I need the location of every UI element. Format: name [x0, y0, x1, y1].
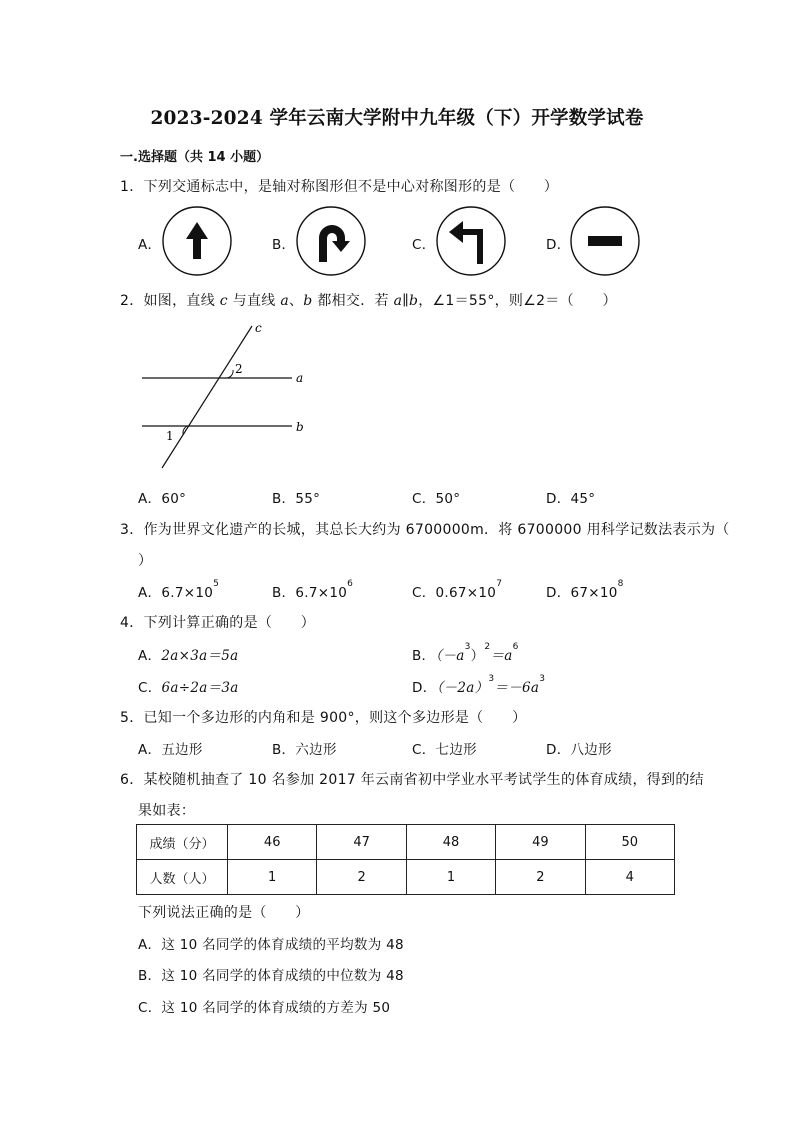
q3-stem-line1: 3．作为世界文化遗产的长城，其总长大约为 6700000m．将 6700000 用科学记数法表示为（ [120, 522, 730, 538]
table-cell: 2 [317, 860, 406, 895]
q4-stem: 4．下列计算正确的是（ ） [120, 615, 316, 631]
table-cell: 50 [585, 825, 674, 860]
label-b: b [296, 420, 304, 434]
q4-option-a[interactable]: A．2a×3a＝5a [138, 648, 239, 664]
q2-option-a[interactable]: A．60° [138, 491, 187, 507]
angle-2-arc [226, 370, 233, 378]
q3-stem-line2: ） [138, 553, 153, 569]
q3-option-a[interactable]: A．$6.7\times 10^5$ [138, 579, 220, 601]
u-turn-icon[interactable] [296, 206, 366, 276]
table-cell: 1 [406, 860, 495, 895]
section-heading: 一.选择题（共 14 小题） [120, 150, 270, 165]
line-c [162, 326, 252, 468]
table-cell: 49 [496, 825, 585, 860]
q3-option-b[interactable]: B．$6.7\times 10^6$ [272, 579, 354, 601]
turn-left-icon[interactable] [436, 206, 506, 276]
q6-stem-line2: 果如表： [138, 803, 196, 819]
q1-option-c-label: C． [412, 237, 436, 253]
score-table [136, 824, 675, 895]
table-cell: 1 [228, 860, 317, 895]
q5-option-b[interactable]: B．六边形 [272, 742, 337, 758]
label-angle-2: 2 [235, 362, 243, 376]
label-a: a [296, 371, 304, 385]
q3-option-d[interactable]: D．$67\times 10^8$ [546, 579, 624, 601]
q4-option-c[interactable]: C．6a÷2a＝3a [138, 680, 239, 696]
q3-option-c[interactable]: C．$0.67\times 10^7$ [412, 579, 503, 601]
table-cell: 47 [317, 825, 406, 860]
q5-option-c[interactable]: C．七边形 [412, 742, 477, 758]
label-angle-1: 1 [166, 429, 174, 443]
table-cell: 4 [585, 860, 674, 895]
q6-option-c[interactable]: C．这 10 名同学的体育成绩的方差为 50 [138, 1000, 391, 1016]
table-cell: 成绩（分） [137, 825, 228, 860]
table-cell: 46 [228, 825, 317, 860]
q6-stem-line1: 6．某校随机抽查了 10 名参加 2017 年云南省初中学业水平考试学生的体育成绩，得到的结 [120, 772, 704, 788]
q2-option-b[interactable]: B．55° [272, 491, 321, 507]
q1-stem: 1．下列交通标志中，是轴对称图形但不是中心对称图形的是（ ） [120, 179, 559, 195]
table-cell: 2 [496, 860, 585, 895]
table-cell: 人数（人） [137, 860, 228, 895]
q4-option-d[interactable]: D．$(-2a)^3=-6a^3$ [412, 674, 546, 696]
q2-stem: 2．如图，直线 c 与直线 a、b 都相交．若 a∥b，∠1＝55°，则∠2＝（ ） [120, 293, 617, 309]
arrow-up-icon[interactable] [162, 206, 232, 276]
q2-option-d[interactable]: D．45° [546, 491, 596, 507]
q2-option-c[interactable]: C．50° [412, 491, 461, 507]
q6-option-a[interactable]: A．这 10 名同学的体育成绩的平均数为 48 [138, 937, 404, 953]
q4-option-b[interactable]: B．$(-a^3)^2=a^6$ [412, 642, 519, 664]
label-c: c [255, 321, 262, 335]
table-row [137, 825, 675, 860]
q6-prompt: 下列说法正确的是（ ） [138, 905, 310, 921]
q2-parallel-lines-figure [130, 318, 330, 478]
q1-option-b-label: B． [272, 237, 296, 253]
q5-option-a[interactable]: A．五边形 [138, 742, 203, 758]
no-entry-bar-icon[interactable] [570, 206, 640, 276]
q5-stem: 5．已知一个多边形的内角和是 900°，则这个多边形是（ ） [120, 710, 527, 726]
q5-option-d[interactable]: D．八边形 [546, 742, 612, 758]
q1-option-d-label: D． [546, 237, 571, 253]
page-title: 2023-2024 学年云南大学附中九年级（下）开学数学试卷 [150, 108, 644, 129]
q6-option-b[interactable]: B．这 10 名同学的体育成绩的中位数为 48 [138, 968, 404, 984]
table-row [137, 860, 675, 895]
q1-option-a-label: A． [138, 237, 162, 253]
table-cell: 48 [406, 825, 495, 860]
